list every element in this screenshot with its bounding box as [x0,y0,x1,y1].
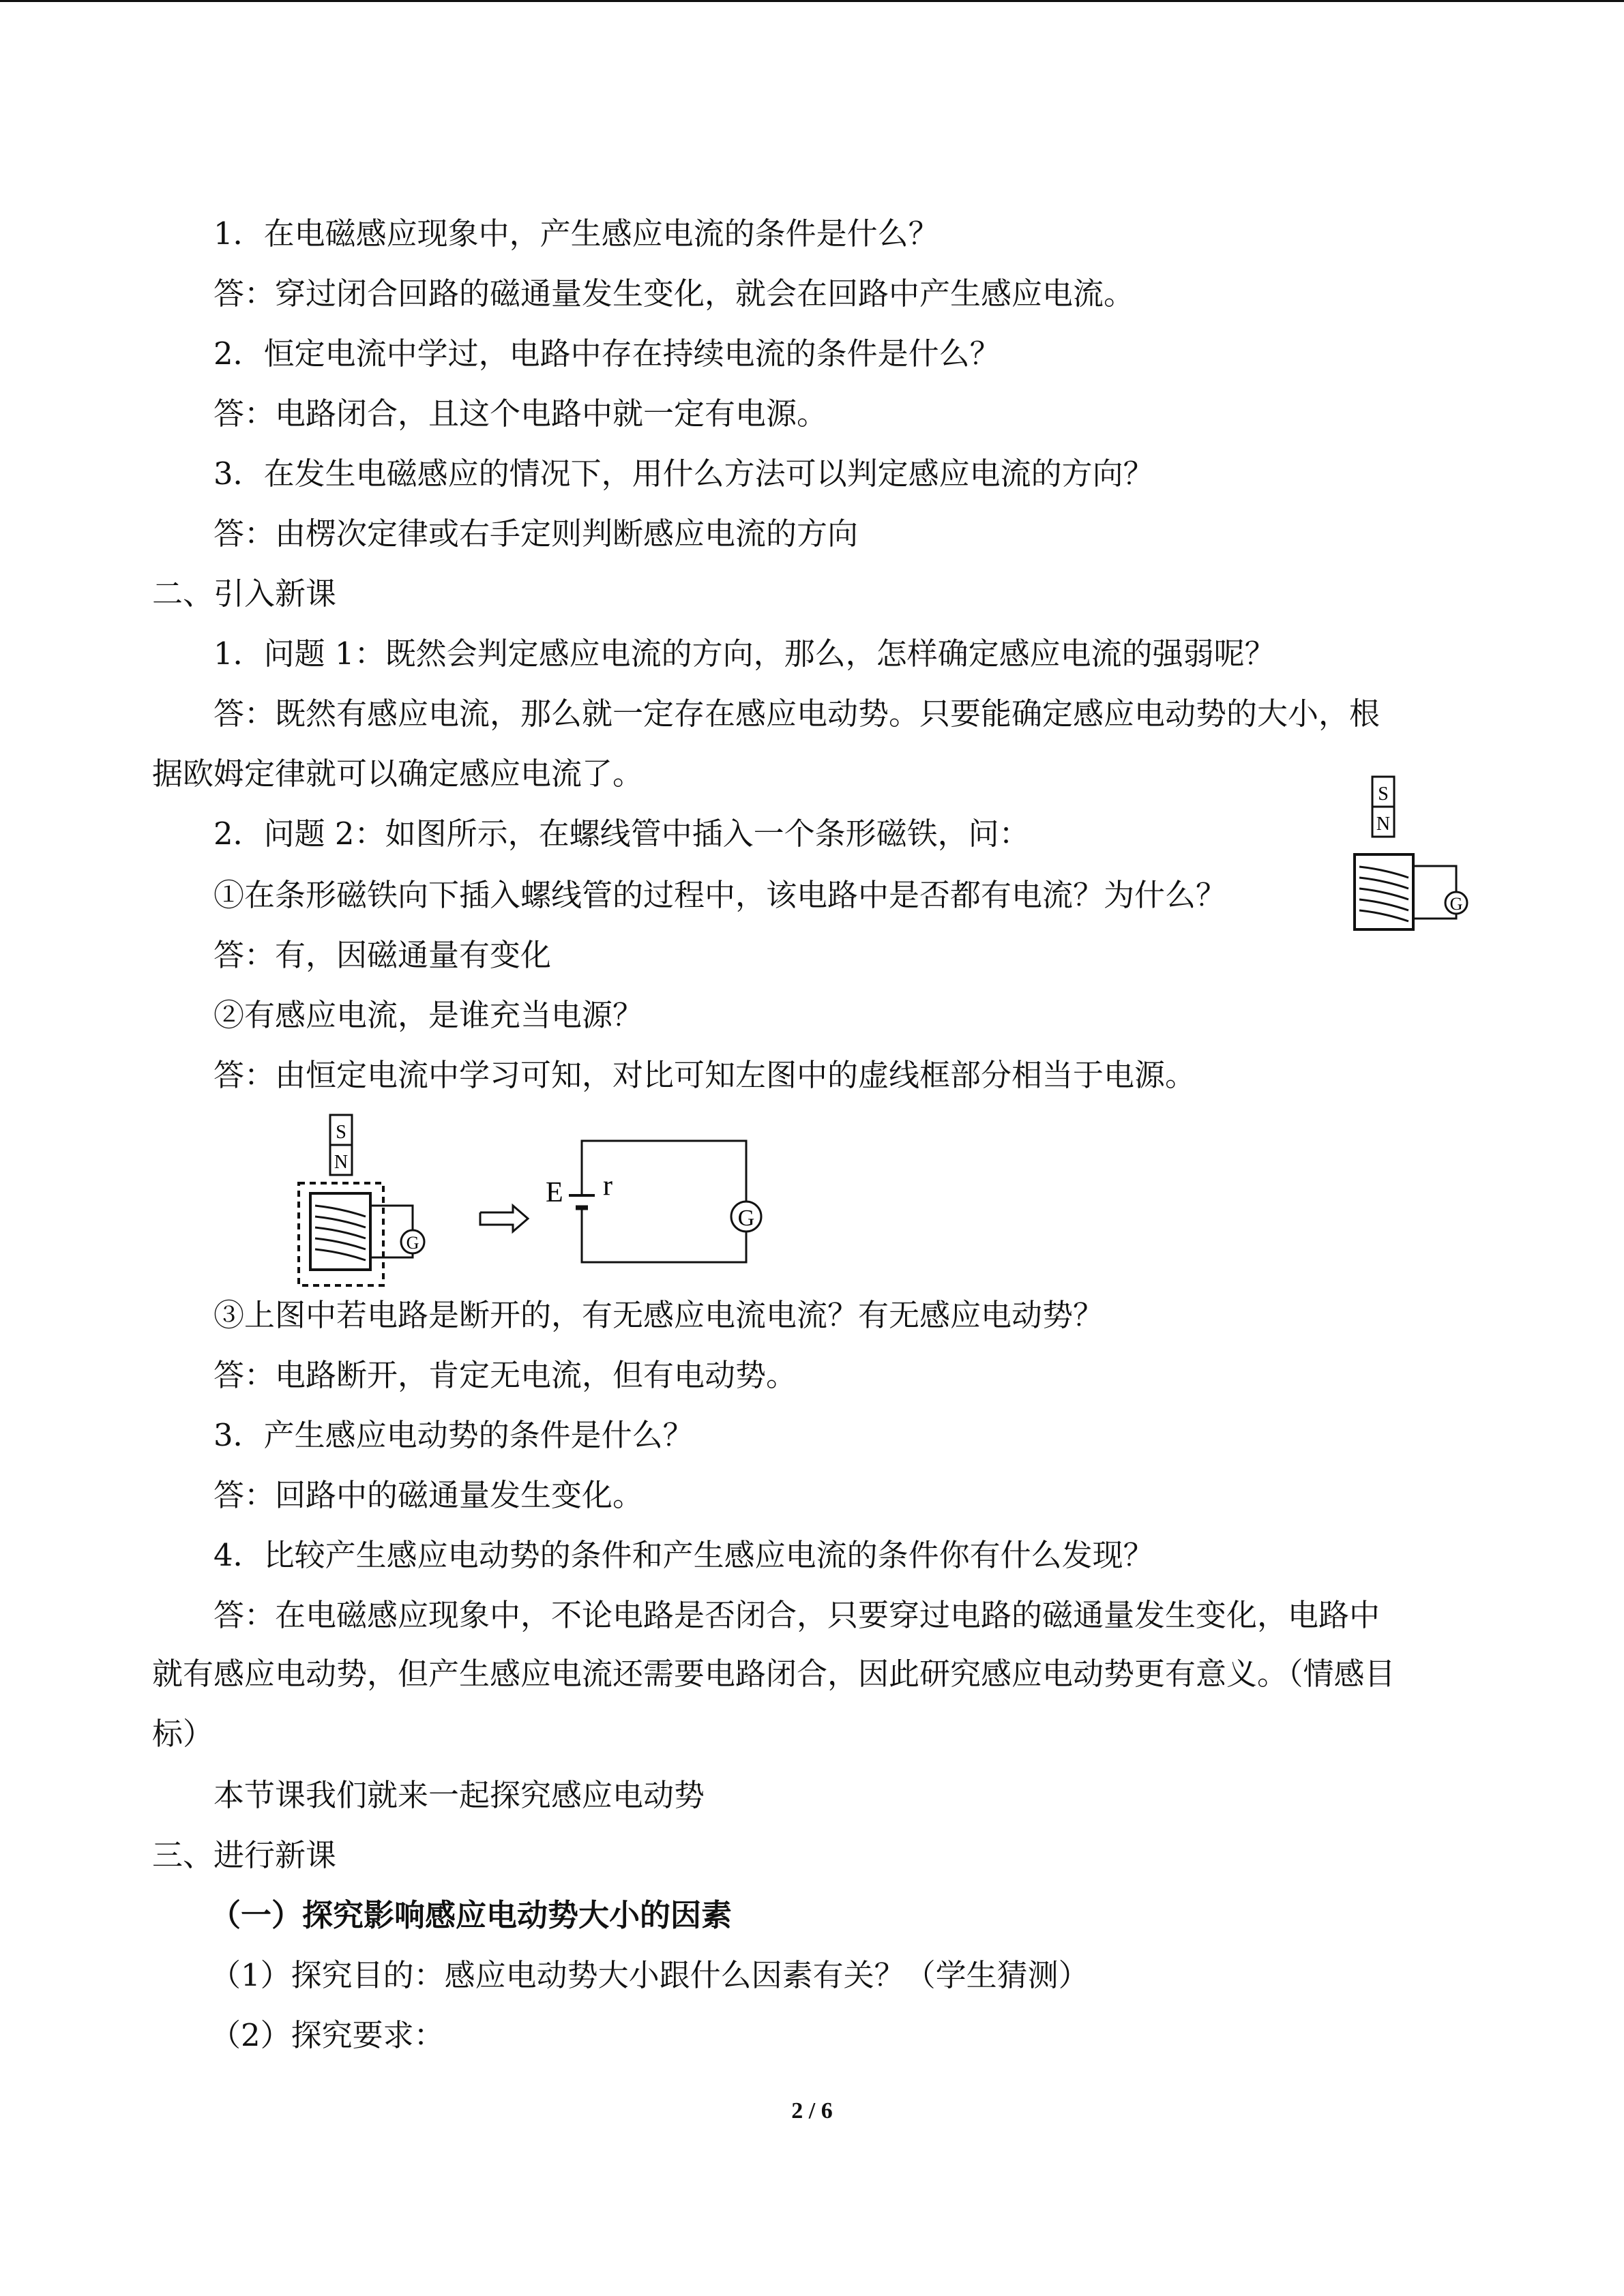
problem-2: 2．问题 2：如图所示，在螺线管中插入一个条形磁铁，问： [213,816,1030,852]
solenoid-magnet-figure [1347,774,1483,938]
answer-2: 答：电路闭合，且这个电路中就一定有电源。 [213,396,828,432]
answer-1: 答：穿过闭合回路的磁通量发生变化，就会在回路中产生感应电流。 [213,275,1135,312]
equivalence-arrow-icon [480,1206,528,1232]
emf-label: E [546,1177,563,1208]
galvanometer-label: G [737,1206,755,1231]
sub-answer-3: 答：电路断开，肯定无电流，但有电动势。 [213,1357,797,1393]
problem-1: 1．问题 1：既然会判定感应电流的方向，那么，怎样确定感应电流的强弱呢？ [213,636,1275,672]
galvanometer-label: G [406,1233,419,1253]
problem-1-answer-line-1: 答：既然有感应电流，那么就一定存在感应电动势。只要能确定感应电动势的大小，根 [213,696,1381,732]
inquiry-requirements: （2）探究要求： [210,2017,445,2053]
top-border-line [0,0,1624,2]
sub-answer-2: 答：由恒定电流中学习可知，对比可知左图中的虚线框部分相当于电源。 [213,1057,1196,1093]
answer-emf-condition: 答：回路中的磁通量发生变化。 [213,1477,644,1513]
coil-windings [315,1206,366,1260]
question-compare: 4．比较产生感应电动势的条件和产生感应电流的条件你有什么发现？ [213,1537,1154,1573]
section-heading-2: 二、引入新课 [152,576,337,612]
galvanometer-label: G [1449,894,1463,914]
magnet-s-label: S [1378,784,1389,805]
sub-question-3: ③上图中若电路是断开的，有无感应电流电流？有无感应电动势？ [213,1297,1104,1333]
sub-answer-1: 答：有，因磁通量有变化 [213,937,552,973]
inquiry-goal: （1）探究目的：感应电动势大小跟什么因素有关？（学生猜测） [210,1957,1089,1993]
upper-wire [1413,866,1456,894]
sub-question-1: ①在条形磁铁向下插入螺线管的过程中，该电路中是否都有电流？为什么？ [213,877,1227,913]
answer-3: 答：由楞次定律或右手定则判断感应电流的方向 [213,516,859,552]
lesson-intro: 本节课我们就来一起探究感应电动势 [213,1777,705,1813]
section-heading-3: 三、进行新课 [152,1837,337,1873]
answer-compare-line-2: 就有感应电动势，但产生感应电流还需要电路闭合，因此研究感应电动势更有意义。（情感目 [152,1656,1396,1692]
question-3: 3．在发生电磁感应的情况下，用什么方法可以判定感应电流的方向？ [213,456,1154,492]
question-1: 1．在电磁感应现象中，产生感应电流的条件是什么？ [213,215,939,252]
sub-question-2: ②有感应电流，是谁充当电源？ [213,997,644,1033]
magnet-s-label: S [336,1122,346,1143]
answer-compare-line-3: 标） [152,1716,214,1752]
magnet-n-label: N [334,1152,349,1173]
circuit-loop [582,1141,746,1262]
subsection-heading: （一）探究影响感应电动势大小的因素 [210,1897,733,1933]
equivalent-circuit-figure [280,1112,771,1289]
page-number: 2 / 6 [791,2098,833,2123]
magnet-n-label: N [1376,814,1391,835]
answer-compare-line-1: 答：在电磁感应现象中，不论电路是否闭合，只要穿过电路的磁通量发生变化，电路中 [213,1597,1381,1633]
coil-windings [1359,867,1408,921]
problem-1-answer-line-2: 据欧姆定律就可以确定感应电流了。 [152,756,644,792]
question-2: 2．恒定电流中学过，电路中存在持续电流的条件是什么？ [213,336,1001,372]
upper-wire [370,1206,413,1233]
internal-resistance-label: r [603,1170,612,1202]
question-emf-condition: 3．产生感应电动势的条件是什么？ [213,1417,694,1453]
